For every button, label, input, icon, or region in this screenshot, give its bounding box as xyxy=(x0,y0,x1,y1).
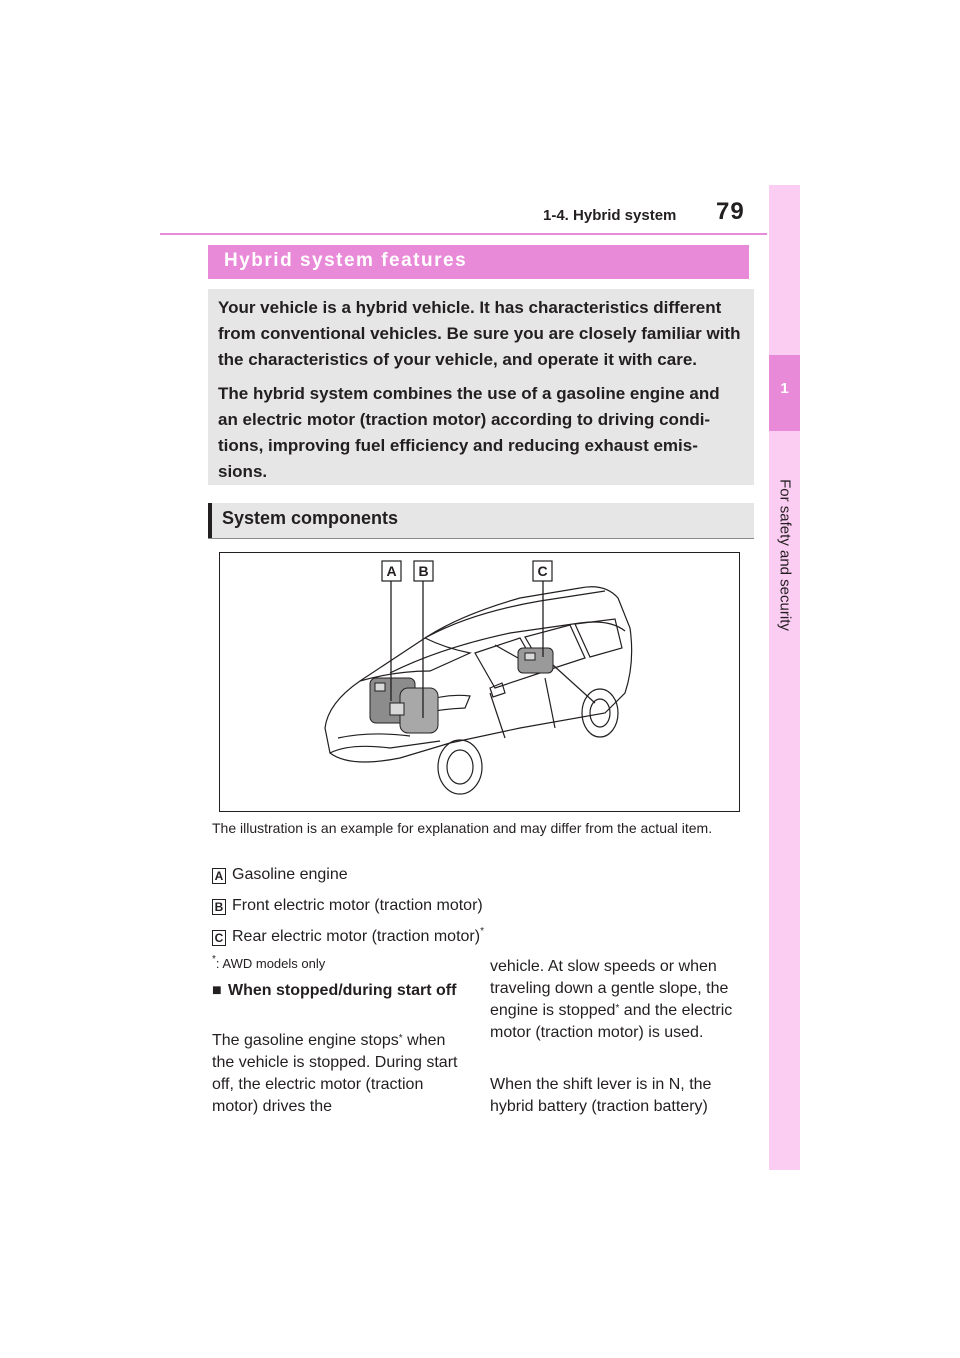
legend-text: Front electric motor (traction motor) xyxy=(232,897,483,914)
heading-bar xyxy=(208,503,212,538)
body-paragraph xyxy=(490,956,755,1044)
footnote xyxy=(212,956,325,971)
subsection-title: When stopped/during start off xyxy=(228,982,457,999)
legend-label: A xyxy=(212,868,226,884)
chapter-title-text: For safety and security xyxy=(776,479,794,631)
intro-paragraph: Your vehicle is a hybrid vehicle. It has characteristics different from conventional vehicles. Be sure you are closely familiar with the characteristics of your vehicle, and operate it with care. xyxy=(218,298,741,369)
chapter-tab-strip xyxy=(769,185,800,1170)
vehicle-drawing xyxy=(220,553,739,811)
square-bullet-icon: ■ xyxy=(212,982,222,999)
section-title: 1-4. Hybrid system xyxy=(543,207,677,224)
legend-text: Rear electric motor (traction motor) xyxy=(232,928,481,945)
footnote-mark: * xyxy=(615,1003,620,1014)
header-rule xyxy=(160,233,767,235)
section-banner xyxy=(208,245,749,279)
intro-box xyxy=(208,289,754,485)
chapter-title xyxy=(762,435,808,675)
legend-text: Gasoline engine xyxy=(232,866,348,883)
body-paragraph xyxy=(490,1074,755,1118)
callout-c: C xyxy=(537,563,548,579)
intro-paragraph: The hybrid system combines the use of a gasoline engine and an electric motor (traction motor) according to driving condi-tions, improving fuel efficiency and reducing exhaust emis-sions. xyxy=(218,384,720,481)
figure-caption: The illustration is an example for explanation and may differ from the actual item. xyxy=(212,820,713,836)
body-paragraph xyxy=(212,1030,472,1118)
components-heading-text: System components xyxy=(222,508,399,528)
chapter-number: 1 xyxy=(780,380,789,397)
footnote-mark: * xyxy=(480,926,484,937)
footnote-mark: * xyxy=(212,954,216,965)
paragraph-text: vehicle. At slow speeds or when traveling down a gentle slope, the engine is stopped xyxy=(490,958,729,1019)
paragraph-text: When the shift lever is in N, the hybrid battery (traction battery) xyxy=(490,1076,712,1115)
vehicle-illustration xyxy=(219,552,740,812)
legend-label: B xyxy=(212,899,226,915)
components-heading xyxy=(208,503,754,539)
paragraph-text: when the vehicle is stopped. During start off, the electric motor (traction motor) drives the xyxy=(212,1032,458,1115)
page-number: 79 xyxy=(716,198,745,225)
banner-title: Hybrid system features xyxy=(224,250,468,271)
paragraph-text: and the electric motor (traction motor) is used. xyxy=(490,1002,733,1041)
callout-b: B xyxy=(418,563,429,579)
footnote-mark: * xyxy=(398,1033,403,1044)
footnote-text: : AWD models only xyxy=(215,956,326,971)
paragraph-text: The gasoline engine stops xyxy=(212,1032,399,1049)
legend-label: C xyxy=(212,930,226,946)
callout-a: A xyxy=(386,563,397,579)
